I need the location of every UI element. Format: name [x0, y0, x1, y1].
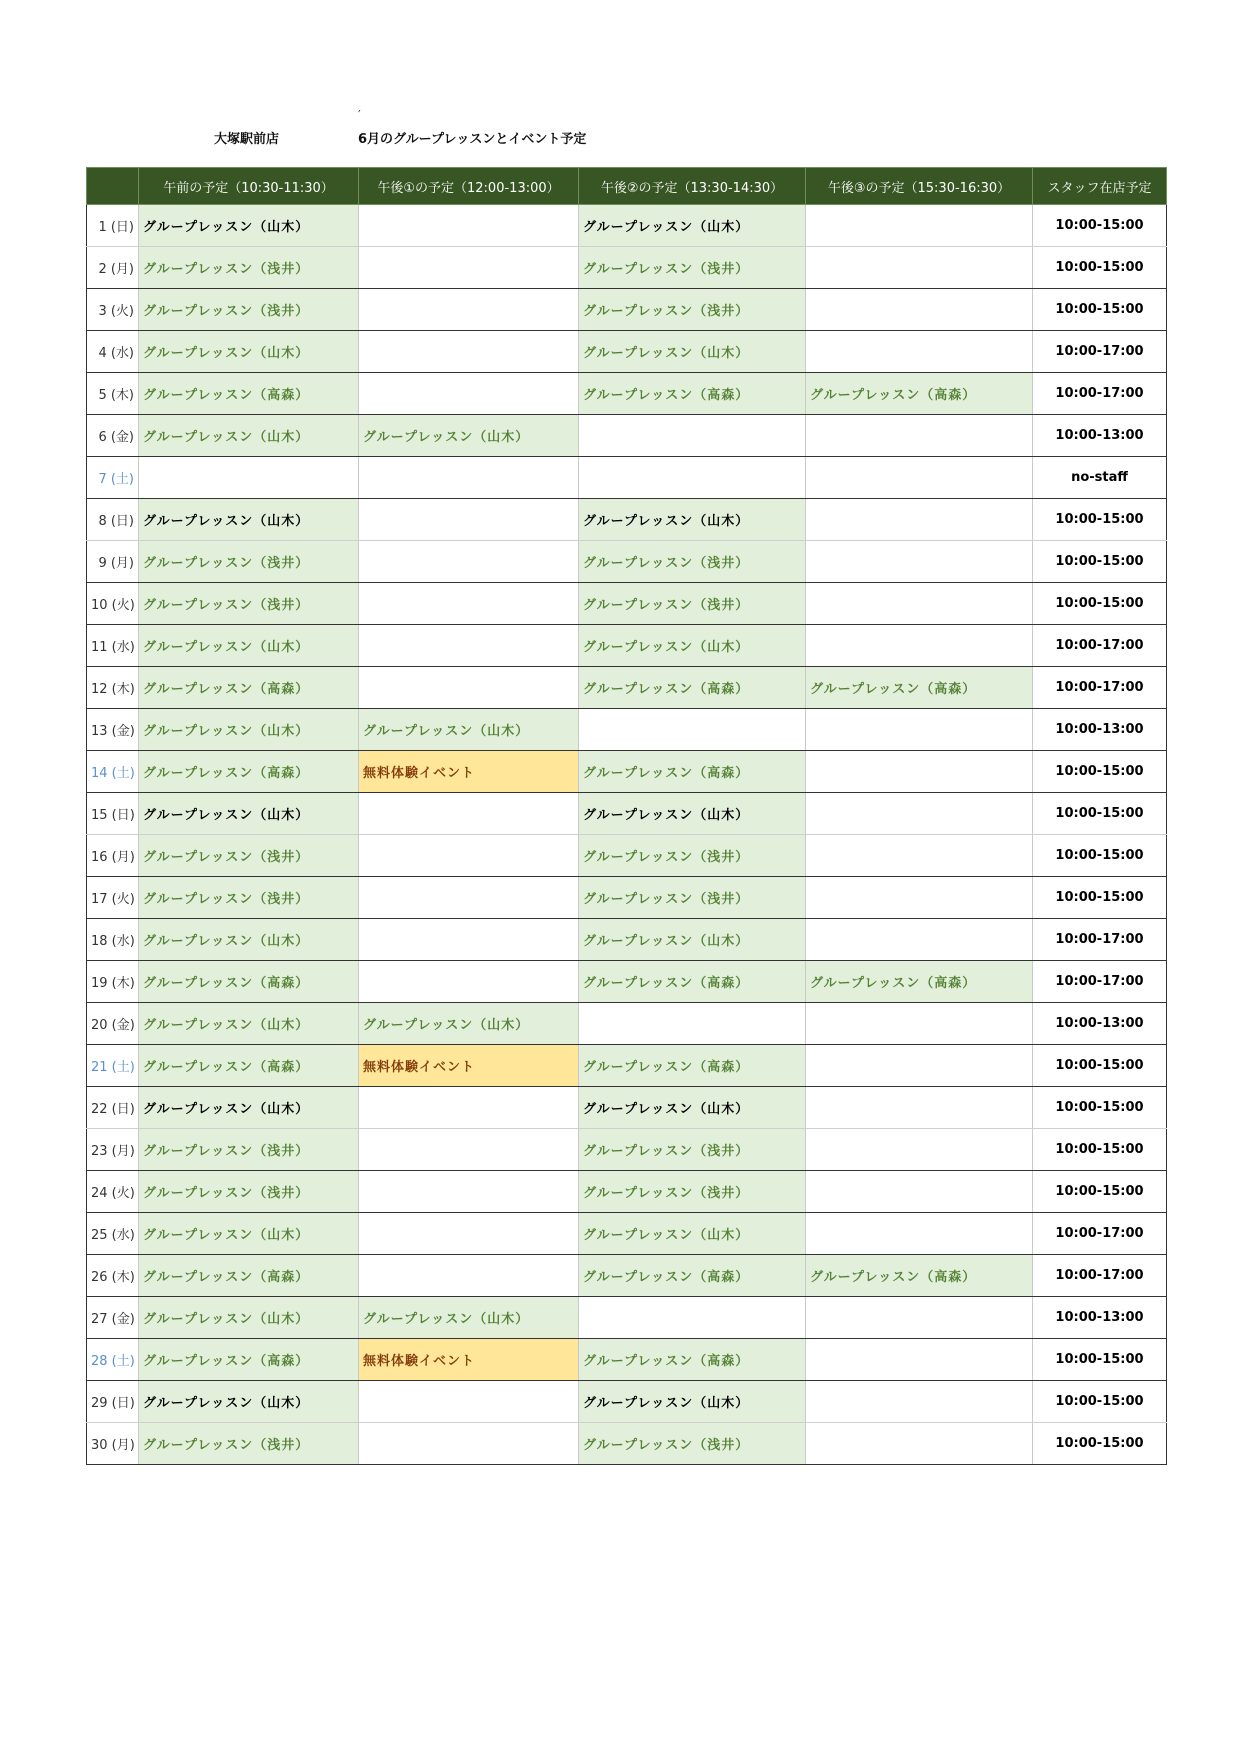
slot-cell-p1: [359, 331, 579, 373]
slot-cell-p1: [359, 373, 579, 415]
slot-cell-p3: [806, 1381, 1033, 1423]
staff-hours-cell: 10:00-17:00: [1033, 919, 1167, 961]
slot-cell-am: グループレッスン（高森）: [139, 961, 359, 1003]
table-row: [87, 919, 1167, 961]
day-cell: 14 (土): [87, 751, 139, 793]
staff-hours-cell: 10:00-15:00: [1033, 1171, 1167, 1213]
slot-cell-p1: [359, 625, 579, 667]
table-row: [87, 835, 1167, 877]
table-row: [87, 247, 1167, 289]
slot-cell-am: グループレッスン（高森）: [139, 1255, 359, 1297]
schedule-table: [86, 167, 1167, 1465]
slot-cell-am: グループレッスン（山木）: [139, 709, 359, 751]
staff-hours-cell: 10:00-15:00: [1033, 1381, 1167, 1423]
slot-cell-p2: グループレッスン（浅井）: [579, 1423, 806, 1465]
slot-cell-p2: グループレッスン（浅井）: [579, 583, 806, 625]
slot-cell-p2: グループレッスン（浅井）: [579, 247, 806, 289]
day-cell: 15 (日): [87, 793, 139, 835]
slot-cell-p1: [359, 793, 579, 835]
slot-cell-p1: グループレッスン（山木）: [359, 415, 579, 457]
slot-cell-p1: [359, 289, 579, 331]
slot-cell-p3: [806, 499, 1033, 541]
day-cell: 28 (土): [87, 1339, 139, 1381]
staff-hours-cell: 10:00-13:00: [1033, 1003, 1167, 1045]
table-row: [87, 709, 1167, 751]
slot-cell-p3: [806, 1087, 1033, 1129]
slot-cell-am: グループレッスン（高森）: [139, 373, 359, 415]
slot-cell-p1: [359, 247, 579, 289]
slot-cell-p2: グループレッスン（山木）: [579, 625, 806, 667]
slot-cell-p1: [359, 1381, 579, 1423]
slot-cell-p2: グループレッスン（山木）: [579, 1213, 806, 1255]
slot-cell-am: グループレッスン（山木）: [139, 205, 359, 247]
table-row: [87, 583, 1167, 625]
slot-cell-p2: [579, 1297, 806, 1339]
header-day: [87, 168, 139, 205]
staff-hours-cell: 10:00-17:00: [1033, 1213, 1167, 1255]
table-row: [87, 1423, 1167, 1465]
slot-cell-am: グループレッスン（浅井）: [139, 289, 359, 331]
slot-cell-p3: [806, 751, 1033, 793]
slot-cell-am: グループレッスン（浅井）: [139, 1129, 359, 1171]
slot-cell-am: グループレッスン（山木）: [139, 625, 359, 667]
staff-hours-cell: 10:00-15:00: [1033, 499, 1167, 541]
table-row: [87, 1255, 1167, 1297]
staff-hours-cell: 10:00-15:00: [1033, 877, 1167, 919]
slot-cell-p2: グループレッスン（高森）: [579, 1045, 806, 1087]
table-row: [87, 1003, 1167, 1045]
slot-cell-p1: [359, 1171, 579, 1213]
mark-glyph: ′: [358, 108, 361, 122]
slot-cell-p3: [806, 1045, 1033, 1087]
table-row: [87, 1213, 1167, 1255]
slot-cell-am: グループレッスン（浅井）: [139, 247, 359, 289]
header-morning: 午前の予定（10:30-11:30）: [139, 168, 359, 205]
table-row: [87, 205, 1167, 247]
slot-cell-p2: グループレッスン（浅井）: [579, 1171, 806, 1213]
slot-cell-p2: グループレッスン（浅井）: [579, 1129, 806, 1171]
slot-cell-p3: [806, 289, 1033, 331]
day-cell: 13 (金): [87, 709, 139, 751]
slot-cell-p3: [806, 541, 1033, 583]
slot-cell-am: グループレッスン（山木）: [139, 919, 359, 961]
staff-hours-cell: 10:00-15:00: [1033, 1339, 1167, 1381]
slot-cell-p2: グループレッスン（浅井）: [579, 541, 806, 583]
slot-cell-am: グループレッスン（浅井）: [139, 835, 359, 877]
slot-cell-p3: [806, 1423, 1033, 1465]
day-cell: 25 (水): [87, 1213, 139, 1255]
slot-cell-p3: [806, 205, 1033, 247]
staff-hours-cell: 10:00-15:00: [1033, 583, 1167, 625]
table-row: [87, 1339, 1167, 1381]
day-cell: 5 (木): [87, 373, 139, 415]
slot-cell-p3: グループレッスン（高森）: [806, 373, 1033, 415]
day-cell: 19 (木): [87, 961, 139, 1003]
day-cell: 4 (水): [87, 331, 139, 373]
staff-hours-cell: no-staff: [1033, 457, 1167, 499]
slot-cell-p2: グループレッスン（浅井）: [579, 289, 806, 331]
slot-cell-p3: [806, 877, 1033, 919]
slot-cell-am: グループレッスン（山木）: [139, 1003, 359, 1045]
slot-cell-p1: [359, 541, 579, 583]
table-row: [87, 625, 1167, 667]
header-afternoon-3: 午後③の予定（15:30-16:30）: [806, 168, 1033, 205]
staff-hours-cell: 10:00-13:00: [1033, 709, 1167, 751]
table-row: [87, 1381, 1167, 1423]
slot-cell-p1: グループレッスン（山木）: [359, 1003, 579, 1045]
table-row: [87, 541, 1167, 583]
slot-cell-p1: 無料体験イベント: [359, 1045, 579, 1087]
slot-cell-am: グループレッスン（浅井）: [139, 583, 359, 625]
staff-hours-cell: 10:00-17:00: [1033, 331, 1167, 373]
day-cell: 24 (火): [87, 1171, 139, 1213]
slot-cell-p1: 無料体験イベント: [359, 1339, 579, 1381]
day-cell: 8 (日): [87, 499, 139, 541]
day-cell: 30 (月): [87, 1423, 139, 1465]
staff-hours-cell: 10:00-13:00: [1033, 415, 1167, 457]
day-cell: 3 (火): [87, 289, 139, 331]
day-cell: 11 (水): [87, 625, 139, 667]
day-cell: 9 (月): [87, 541, 139, 583]
table-row: [87, 961, 1167, 1003]
slot-cell-am: グループレッスン（高森）: [139, 1339, 359, 1381]
slot-cell-p1: [359, 1087, 579, 1129]
slot-cell-am: グループレッスン（高森）: [139, 667, 359, 709]
table-row: [87, 1129, 1167, 1171]
slot-cell-am: グループレッスン（山木）: [139, 1087, 359, 1129]
staff-hours-cell: 10:00-17:00: [1033, 667, 1167, 709]
slot-cell-p3: [806, 1171, 1033, 1213]
staff-hours-cell: 10:00-15:00: [1033, 1129, 1167, 1171]
slot-cell-p2: グループレッスン（山木）: [579, 793, 806, 835]
slot-cell-p1: [359, 1423, 579, 1465]
slot-cell-p1: [359, 1129, 579, 1171]
slot-cell-p2: グループレッスン（山木）: [579, 205, 806, 247]
slot-cell-am: グループレッスン（浅井）: [139, 1171, 359, 1213]
staff-hours-cell: 10:00-15:00: [1033, 793, 1167, 835]
table-row: [87, 1045, 1167, 1087]
staff-hours-cell: 10:00-17:00: [1033, 373, 1167, 415]
slot-cell-p3: [806, 1339, 1033, 1381]
day-cell: 27 (金): [87, 1297, 139, 1339]
slot-cell-p3: [806, 1003, 1033, 1045]
slot-cell-p1: [359, 961, 579, 1003]
table-row: [87, 373, 1167, 415]
slot-cell-p3: [806, 625, 1033, 667]
slot-cell-p1: グループレッスン（山木）: [359, 1297, 579, 1339]
day-cell: 12 (木): [87, 667, 139, 709]
table-row: [87, 499, 1167, 541]
staff-hours-cell: 10:00-13:00: [1033, 1297, 1167, 1339]
slot-cell-p1: [359, 457, 579, 499]
day-cell: 10 (火): [87, 583, 139, 625]
slot-cell-am: グループレッスン（浅井）: [139, 541, 359, 583]
table-row: [87, 877, 1167, 919]
slot-cell-p3: [806, 1129, 1033, 1171]
slot-cell-p1: [359, 205, 579, 247]
slot-cell-p3: グループレッスン（高森）: [806, 961, 1033, 1003]
slot-cell-am: グループレッスン（高森）: [139, 751, 359, 793]
slot-cell-am: グループレッスン（山木）: [139, 793, 359, 835]
slot-cell-p1: [359, 583, 579, 625]
slot-cell-p2: グループレッスン（山木）: [579, 1381, 806, 1423]
slot-cell-p2: グループレッスン（浅井）: [579, 877, 806, 919]
slot-cell-am: グループレッスン（山木）: [139, 415, 359, 457]
day-cell: 20 (金): [87, 1003, 139, 1045]
header-row: [87, 168, 1167, 205]
table-row: [87, 331, 1167, 373]
header-staff: スタッフ在店予定: [1033, 168, 1167, 205]
slot-cell-p2: [579, 457, 806, 499]
day-cell: 1 (日): [87, 205, 139, 247]
slot-cell-am: グループレッスン（山木）: [139, 1297, 359, 1339]
staff-hours-cell: 10:00-15:00: [1033, 541, 1167, 583]
staff-hours-cell: 10:00-15:00: [1033, 247, 1167, 289]
schedule-body: [87, 205, 1167, 1465]
day-cell: 6 (金): [87, 415, 139, 457]
slot-cell-am: グループレッスン（山木）: [139, 499, 359, 541]
day-cell: 26 (木): [87, 1255, 139, 1297]
header-afternoon-1: 午後①の予定（12:00-13:00）: [359, 168, 579, 205]
slot-cell-p2: グループレッスン（高森）: [579, 1255, 806, 1297]
day-cell: 17 (火): [87, 877, 139, 919]
slot-cell-p2: [579, 709, 806, 751]
slot-cell-p1: [359, 835, 579, 877]
slot-cell-p2: [579, 1003, 806, 1045]
table-row: [87, 1297, 1167, 1339]
slot-cell-am: グループレッスン（山木）: [139, 1381, 359, 1423]
slot-cell-p3: [806, 793, 1033, 835]
slot-cell-p2: グループレッスン（高森）: [579, 373, 806, 415]
store-name: 大塚駅前店: [214, 132, 280, 147]
slot-cell-p1: [359, 667, 579, 709]
table-row: [87, 415, 1167, 457]
slot-cell-p3: [806, 415, 1033, 457]
table-row: [87, 1087, 1167, 1129]
staff-hours-cell: 10:00-15:00: [1033, 205, 1167, 247]
slot-cell-p2: グループレッスン（山木）: [579, 919, 806, 961]
slot-cell-am: グループレッスン（浅井）: [139, 1423, 359, 1465]
day-cell: 21 (土): [87, 1045, 139, 1087]
day-cell: 18 (水): [87, 919, 139, 961]
day-cell: 29 (日): [87, 1381, 139, 1423]
slot-cell-am: [139, 457, 359, 499]
slot-cell-p2: グループレッスン（山木）: [579, 331, 806, 373]
day-cell: 22 (日): [87, 1087, 139, 1129]
slot-cell-p1: [359, 919, 579, 961]
slot-cell-p3: [806, 457, 1033, 499]
staff-hours-cell: 10:00-17:00: [1033, 1255, 1167, 1297]
day-cell: 2 (月): [87, 247, 139, 289]
table-row: [87, 457, 1167, 499]
staff-hours-cell: 10:00-15:00: [1033, 751, 1167, 793]
page-title: 6月のグループレッスンとイベント予定: [358, 132, 587, 147]
staff-hours-cell: 10:00-15:00: [1033, 1087, 1167, 1129]
slot-cell-p3: [806, 583, 1033, 625]
slot-cell-am: グループレッスン（浅井）: [139, 877, 359, 919]
table-row: [87, 793, 1167, 835]
slot-cell-p2: グループレッスン（山木）: [579, 1087, 806, 1129]
table-row: [87, 289, 1167, 331]
table-row: [87, 1171, 1167, 1213]
slot-cell-p3: [806, 919, 1033, 961]
slot-cell-p3: [806, 247, 1033, 289]
slot-cell-p3: [806, 835, 1033, 877]
slot-cell-p3: [806, 331, 1033, 373]
slot-cell-p2: グループレッスン（高森）: [579, 751, 806, 793]
slot-cell-p1: 無料体験イベント: [359, 751, 579, 793]
staff-hours-cell: 10:00-15:00: [1033, 1045, 1167, 1087]
slot-cell-p3: [806, 1213, 1033, 1255]
slot-cell-p3: グループレッスン（高森）: [806, 1255, 1033, 1297]
staff-hours-cell: 10:00-15:00: [1033, 835, 1167, 877]
slot-cell-p2: グループレッスン（高森）: [579, 1339, 806, 1381]
day-cell: 16 (月): [87, 835, 139, 877]
staff-hours-cell: 10:00-17:00: [1033, 961, 1167, 1003]
slot-cell-p1: [359, 1213, 579, 1255]
table-row: [87, 751, 1167, 793]
day-cell: 7 (土): [87, 457, 139, 499]
slot-cell-p2: グループレッスン（浅井）: [579, 835, 806, 877]
slot-cell-p3: グループレッスン（高森）: [806, 667, 1033, 709]
slot-cell-p3: [806, 1297, 1033, 1339]
slot-cell-am: グループレッスン（山木）: [139, 331, 359, 373]
slot-cell-p2: グループレッスン（山木）: [579, 499, 806, 541]
slot-cell-p1: [359, 499, 579, 541]
slot-cell-p1: グループレッスン（山木）: [359, 709, 579, 751]
slot-cell-p2: [579, 415, 806, 457]
slot-cell-p1: [359, 1255, 579, 1297]
slot-cell-am: グループレッスン（高森）: [139, 1045, 359, 1087]
slot-cell-p1: [359, 877, 579, 919]
header-afternoon-2: 午後②の予定（13:30-14:30）: [579, 168, 806, 205]
slot-cell-p3: [806, 709, 1033, 751]
staff-hours-cell: 10:00-17:00: [1033, 625, 1167, 667]
slot-cell-p2: グループレッスン（高森）: [579, 667, 806, 709]
table-row: [87, 667, 1167, 709]
staff-hours-cell: 10:00-15:00: [1033, 289, 1167, 331]
slot-cell-am: グループレッスン（山木）: [139, 1213, 359, 1255]
slot-cell-p2: グループレッスン（高森）: [579, 961, 806, 1003]
day-cell: 23 (月): [87, 1129, 139, 1171]
staff-hours-cell: 10:00-15:00: [1033, 1423, 1167, 1465]
